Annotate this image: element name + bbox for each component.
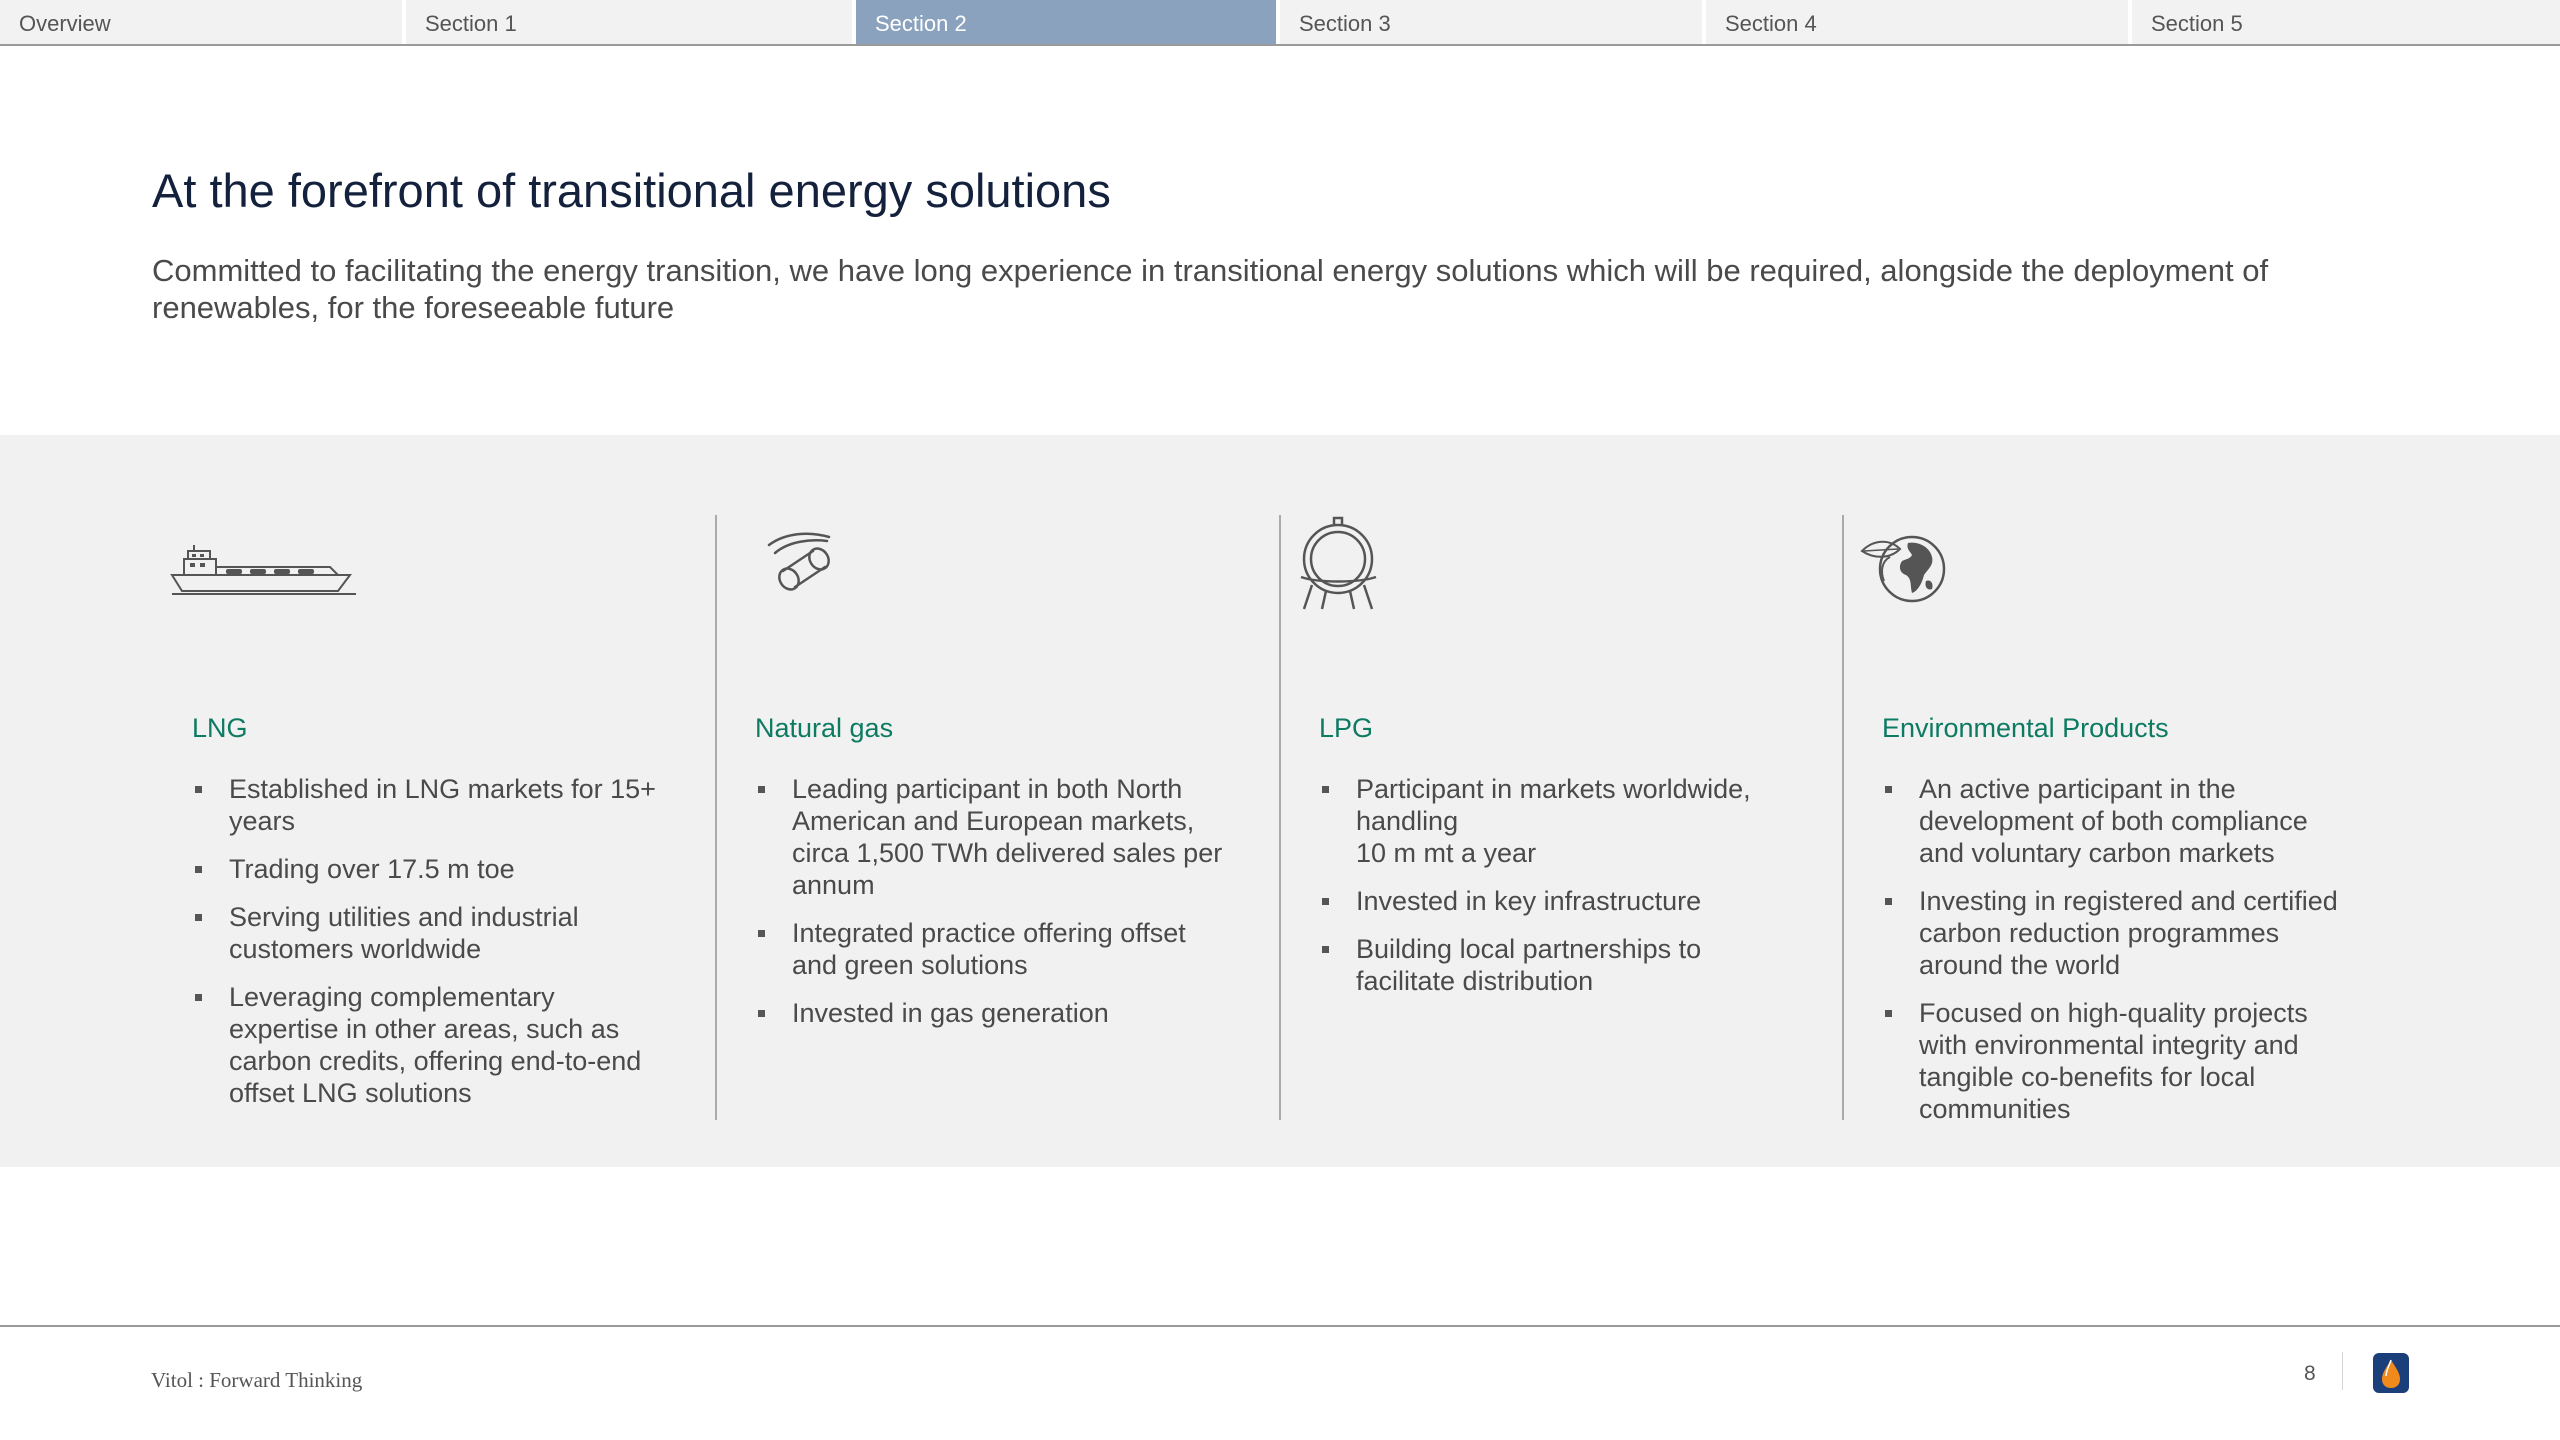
footer-separator (2342, 1352, 2343, 1390)
bullet-list-lpg (1319, 773, 1799, 1013)
list-item: Established in LNG markets for 15+ years (192, 773, 662, 837)
tab-section-4[interactable]: Section 4 (1706, 0, 2128, 44)
bullet-list-lng (192, 773, 662, 1125)
gas-tank-icon (1298, 515, 1380, 611)
column-divider (715, 515, 717, 1120)
list-item: Invested in gas generation (755, 997, 1235, 1029)
column-lng (170, 515, 690, 1120)
footer-text: Vitol : Forward Thinking (151, 1368, 363, 1392)
bullet-list-environmental-products (1882, 773, 2352, 1141)
list-item: Invested in key infrastructure (1319, 885, 1799, 917)
tab-section-5[interactable]: Section 5 (2132, 0, 2560, 44)
section-tabs (0, 0, 2560, 46)
list-item: An active participant in the development of both compliance and voluntary carbon markets (1882, 773, 2352, 869)
list-item: Participant in markets worldwide, handling 10 m mt a year (1319, 773, 1799, 869)
footer-divider (0, 1325, 2560, 1327)
column-title-lng: LNG (192, 713, 248, 743)
column-title-lpg: LPG (1319, 713, 1374, 743)
list-item: Integrated practice offering offset and green solutions (755, 917, 1235, 981)
bullet-list-natural-gas (755, 773, 1235, 1045)
column-natural-gas (755, 515, 1275, 1120)
tab-section-2[interactable]: Section 2 (856, 0, 1276, 44)
list-item: Leveraging complementary expertise in other areas, such as carbon credits, offering end-to-end offset LNG solutions (192, 981, 662, 1109)
column-environmental-products (1860, 515, 2420, 1124)
tab-section-3[interactable]: Section 3 (1280, 0, 1702, 44)
tab-overview[interactable]: Overview (0, 0, 402, 44)
page-number: 8 (2304, 1362, 2316, 1385)
list-item: Leading participant in both North American and European markets, circa 1,500 TWh delivered sales per annum (755, 773, 1235, 901)
column-divider (1279, 515, 1281, 1120)
list-item: Building local partnerships to facilitate distribution (1319, 933, 1799, 997)
globe-leaf-icon (1860, 529, 1952, 609)
column-lpg (1298, 515, 1818, 1120)
list-item: Focused on high-quality projects with environmental integrity and tangible co-benefits for local communities (1882, 997, 2352, 1125)
page-subtitle: Committed to facilitating the energy transition, we have long experience in transitional energy solutions which will be required, alongside the deployment of renewables, for the foreseeable future (152, 253, 2269, 325)
ship-icon (170, 543, 356, 595)
column-divider (1842, 515, 1844, 1120)
gas-pipe-icon (765, 529, 839, 595)
solutions-panel (0, 435, 2560, 1167)
vitol-logo-icon (2372, 1352, 2410, 1394)
column-title-natural-gas: Natural gas (755, 713, 894, 743)
tab-section-1[interactable]: Section 1 (406, 0, 852, 44)
list-item: Serving utilities and industrial customers worldwide (192, 901, 662, 965)
column-title-environmental-products: Environmental Products (1882, 713, 2169, 743)
list-item: Investing in registered and certified carbon reduction programmes around the world (1882, 885, 2352, 981)
list-item: Trading over 17.5 m toe (192, 853, 662, 885)
page-title: At the forefront of transitional energy solutions (152, 164, 1111, 217)
